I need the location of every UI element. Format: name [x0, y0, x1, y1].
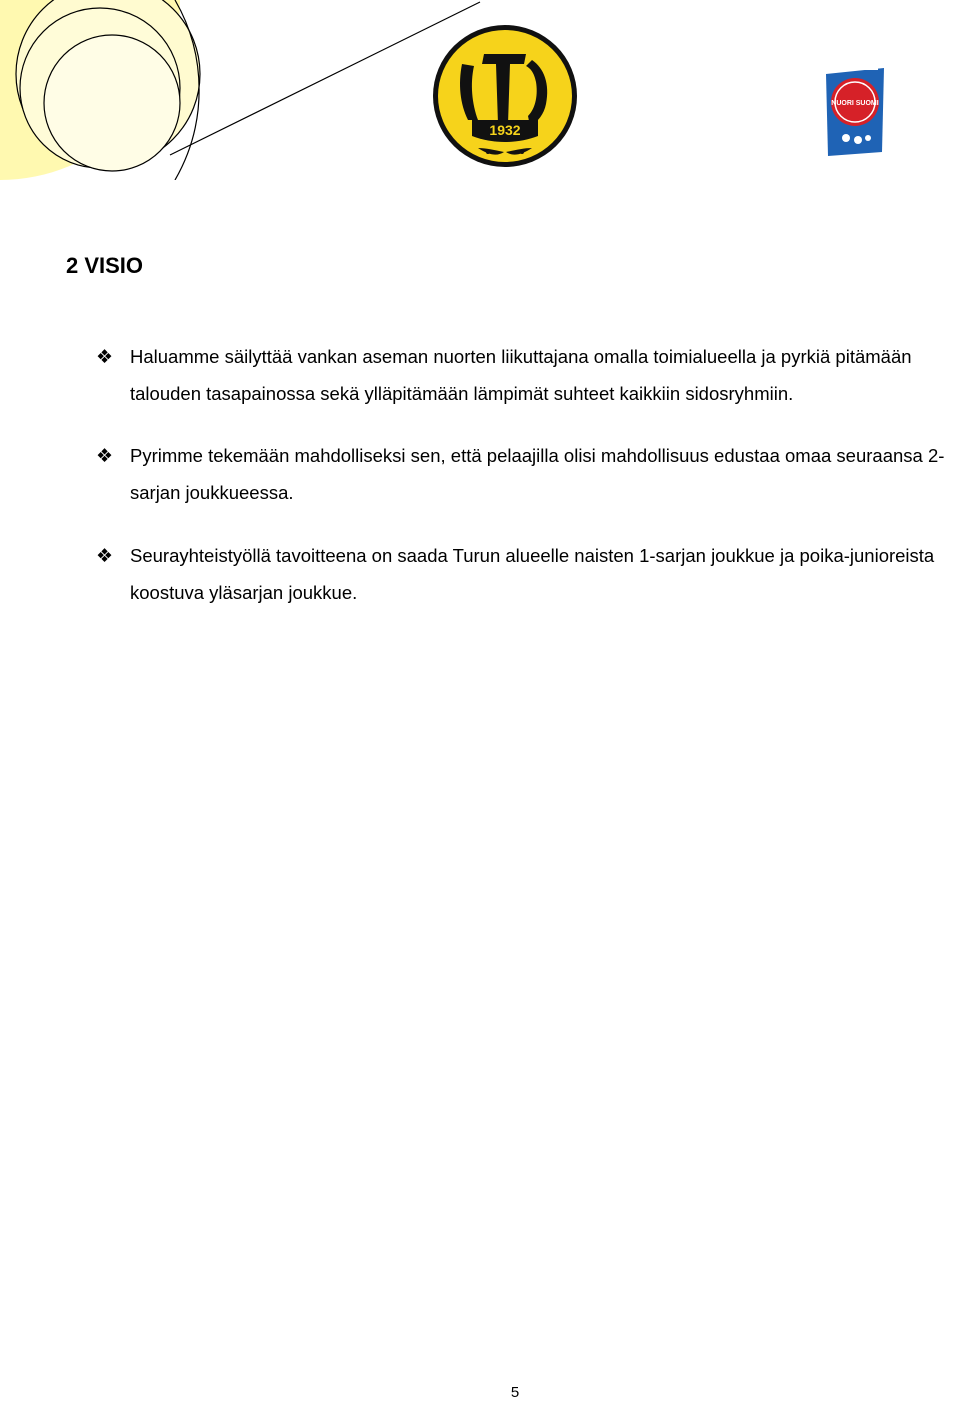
club-logo-year: 1932 [489, 122, 521, 138]
diamond-bullet-icon: ❖ [96, 545, 114, 567]
list-item [96, 538, 956, 611]
bullet-text: Haluamme säilyttää vankan aseman nuorten liikuttajana omalla toimialueella ja pyrkiä pitämään talouden tasapainossa sekä ylläpitämään lämpimät suhteet kaikkiin sidosryhmiin. [130, 346, 912, 404]
diamond-bullet-icon: ❖ [96, 445, 114, 467]
nuori-suomi-logo [820, 60, 890, 160]
page-number: 5 [510, 1384, 520, 1401]
bullet-text: Pyrimme tekemään mahdolliseksi sen, että pelaajilla olisi mahdollisuus edustaa omaa seuraansa 2-sarjan joukkueessa. [130, 445, 945, 503]
bullet-text: Seurayhteistyöllä tavoitteena on saada Turun alueelle naisten 1-sarjan joukkue ja poika-junioreista koostuva yläsarjan joukkue. [130, 545, 935, 603]
list-item [96, 339, 956, 412]
diamond-bullet-icon: ❖ [96, 346, 114, 368]
list-item [96, 438, 956, 511]
nuori-logo-text: NUORI SUOMI [831, 100, 879, 107]
vision-bullet-list [96, 339, 956, 637]
club-emblem-logo [432, 24, 578, 168]
corner-circles-decoration [0, 0, 490, 180]
section-title: 2 VISIO [66, 253, 144, 278]
